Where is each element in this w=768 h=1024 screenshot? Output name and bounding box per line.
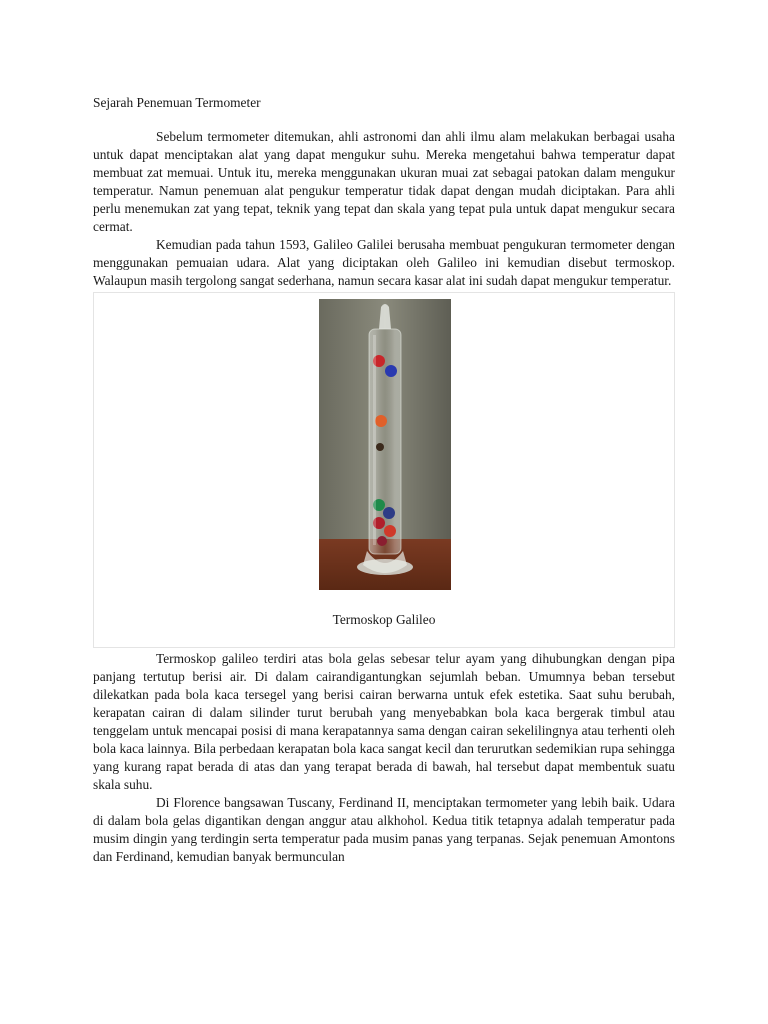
document-page	[93, 94, 675, 866]
thermoscope-illustration	[319, 299, 451, 590]
paragraph-4: Di Florence bangsawan Tuscany, Ferdinand II, menciptakan termometer yang lebih baik. Udara di dalam bola gelas digantikan dengan anggur atau alkhohol. Kedua titik tetapnya adalah temperatur pada musim dingin yang terdingin serta temperatur pada musim panas yang terpanas. Sejak penemuan Amontons dan Ferdinand, kemudian banyak bermunculan	[93, 795, 675, 864]
paragraph-3: Termoskop galileo terdiri atas bola gelas sebesar telur ayam yang dihubungkan dengan pipa panjang tertutup berisi air. Di dalam cairandigantungkan sejumlah beban. Umumnya beban tersebut dilekatkan pada bola kaca tersegel yang berisi cairan berwarna untuk efek estetika. Saat suhu berubah, kerapatan cairan di dalam silinder turut berubah yang menyebabkan bola kaca bergerak timbul atau tenggelam untuk mencapai posisi di mana kerapatannya sama dengan cairan sekelilingnya atau terhenti oleh bola kaca lainnya. Bila perbedaan kerapatan bola kaca sangat kecil dan terurutkan sedemikian rupa sehingga yang kurang rapat berada di atas dan yang terapat berada di bawah, hal tersebut dapat membentuk suatu skala suhu.	[93, 651, 675, 792]
paragraph-1: Sebelum termometer ditemukan, ahli astronomi dan ahli ilmu alam melakukan berbagai usaha untuk dapat menciptakan alat yang dapat mengukur suhu. Mereka mengetahui bahwa temperatur dapat membuat zat memuai. Untuk itu, mereka menggunakan ukuran muai zat sebagai patokan dalam mengukur temperatur. Namun penemuan alat pengukur temperatur tidak dapat dengan mudah diciptakan. Para ahli perlu menemukan zat yang tepat, teknik yang tepat dan skala yang tepat pula untuk dapat mengukur secara cermat.	[93, 129, 675, 234]
paragraph-2: Kemudian pada tahun 1593, Galileo Galilei berusaha membuat pengukuran termometer dengan menggunakan pemuaian udara. Alat yang diciptakan oleh Galileo ini kemudian disebut termoskop. Walaupun masih tergolong sangat sederhana, namun secara kasar alat ini sudah dapat mengukur temperatur.	[93, 237, 675, 288]
figure-caption: Termoskop Galileo	[332, 612, 436, 627]
figure-frame	[93, 292, 675, 648]
galileo-thermoscope-photo	[319, 299, 451, 590]
document-title: Sejarah Penemuan Termometer	[93, 95, 261, 110]
